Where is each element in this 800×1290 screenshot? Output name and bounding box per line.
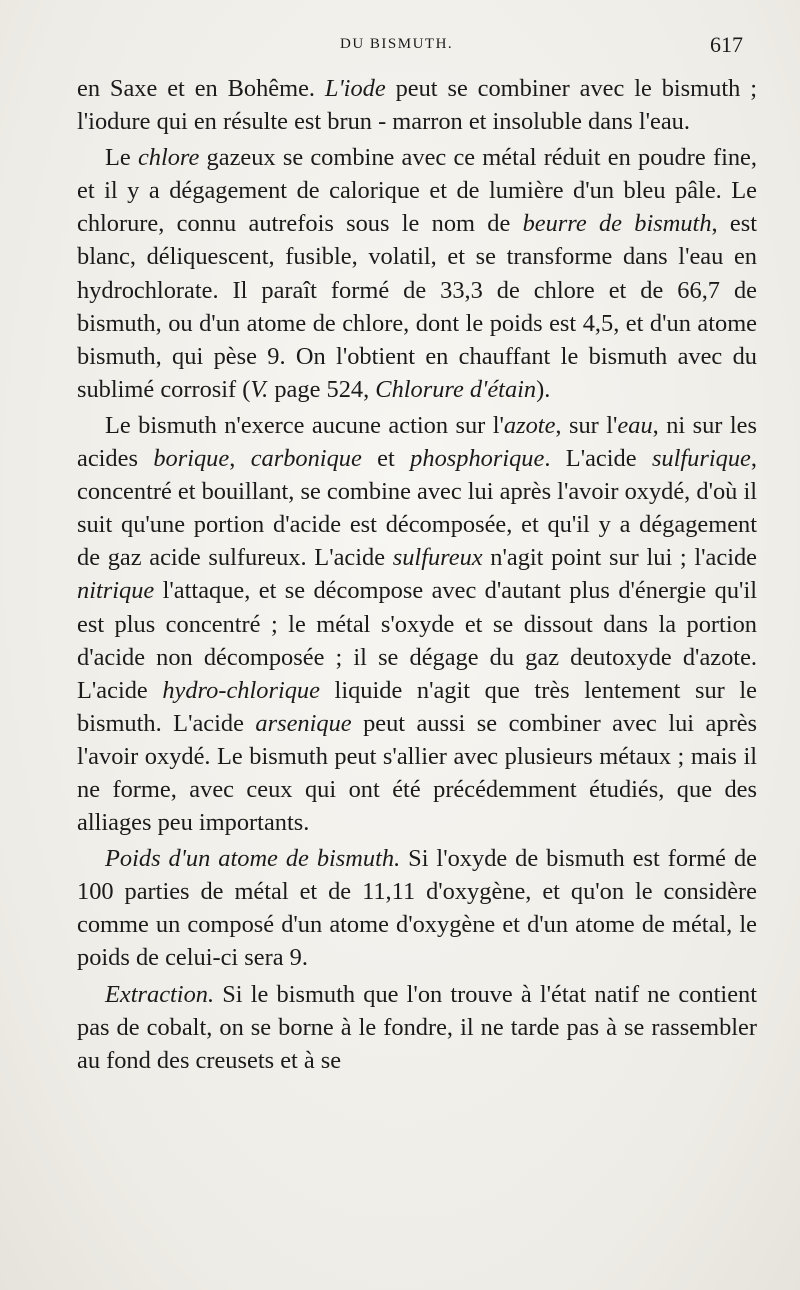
- text-run: en Saxe et en Bohême.: [77, 75, 325, 102]
- text-run: Si l'oxyde de bismuth est formé de 100 parties de métal et de 11,11 d'oxygène, et qu'on le considère comme un composé d'un atome d'oxygène et d'un atome de métal, le poids de celui-ci sera 9.: [77, 845, 757, 972]
- italic-text: sulfurique: [651, 445, 751, 473]
- italic-text: eau: [617, 411, 653, 439]
- text-run: , ni sur les acides: [77, 411, 757, 473]
- text-run: , sur l': [555, 411, 618, 439]
- italic-text: chlore: [137, 144, 200, 172]
- italic-text: Chlorure d'étain: [375, 375, 537, 403]
- text-run: , est blanc, déliquescent, fusible, volatil, et se transforme dans l'eau en hydrochlorate. Il paraît formé de 33,3 de chlore et de 66,7 de bismuth, ou d'un atome de chlore, dont le poids est 4,5, et d'un atome bismuth, qui pèse 9. On l'obtient en chauffant le bismuth avec du sublimé corrosif (: [77, 210, 757, 403]
- text-run: page 524,: [268, 375, 376, 403]
- text-run: peut se combiner avec le bismuth ; l'iodure qui en résulte est brun - marron et insoluble dans l'eau.: [77, 75, 757, 136]
- italic-text: Poids d'un atome de bismuth.: [105, 845, 401, 873]
- text-run: l'attaque, et se décompose avec d'autant plus d'énergie qu'il est plus concentré ; le métal s'oxyde et se dissout dans la portion d'acide non décomposée ; il se dégage du gaz deutoxyde d'azote. L'acide: [77, 577, 757, 704]
- italic-text: Extraction.: [105, 980, 215, 1008]
- paragraph: [77, 141, 757, 406]
- text-run: Le bismuth n'exerce aucune action sur l': [105, 411, 504, 439]
- text-run: et: [361, 445, 411, 473]
- italic-text: V.: [250, 375, 269, 403]
- italic-text: beurre de bismuth: [522, 210, 712, 238]
- text-run: peut aussi se combiner avec lui après l'avoir oxydé. Le bismuth peut s'allier avec plusieurs métaux ; mais il ne forme, avec ceux qui ont été précédemment étudiés, que des alliages peu importants.: [77, 709, 758, 837]
- italic-text: nitrique: [77, 577, 155, 605]
- italic-text: hydro-chlorique: [162, 676, 320, 704]
- italic-text: phosphorique: [410, 445, 545, 473]
- text-run: liquide n'agit que très lentement sur le bismuth. L'acide: [77, 676, 758, 737]
- paragraph: [77, 842, 757, 974]
- body-text: [77, 72, 757, 1077]
- italic-text: borique: [153, 445, 230, 473]
- text-run: Si le bismuth que l'on trouve à l'état natif ne contient pas de cobalt, on se borne à le fondre, il ne tarde pas à se rassembler au fond des creusets et à se: [77, 980, 757, 1074]
- paragraph: [77, 409, 757, 839]
- text-run: gazeux se combine avec ce métal réduit en poudre fine, et il y a dégagement de calorique et de lumière d'un bleu pâle. Le chlorure, connu autrefois sous le nom de: [77, 144, 757, 238]
- text-run: , concentré et bouillant, se combine avec lui après l'avoir oxydé, d'où il suit qu'une portion d'acide est décomposée, et qu'il y a dégagement de gaz acide sulfureux. L'acide: [77, 445, 757, 572]
- running-head: DU BISMUTH.: [340, 36, 454, 52]
- text-run: n'agit point sur lui ; l'acide: [482, 544, 758, 572]
- italic-text: L'iode: [324, 75, 386, 102]
- italic-text: arsenique: [255, 709, 352, 737]
- text-run: . L'acide: [544, 445, 652, 473]
- text-run: Le: [105, 144, 138, 172]
- italic-text: azote: [503, 411, 556, 439]
- paragraph: [77, 72, 757, 138]
- text-run: ,: [229, 445, 251, 473]
- page-number: 617: [710, 32, 743, 57]
- page-header: [0, 32, 800, 62]
- italic-text: carbonique: [250, 445, 362, 473]
- text-run: ).: [536, 375, 551, 403]
- paragraph: [77, 978, 757, 1077]
- italic-text: sulfureux: [392, 544, 483, 572]
